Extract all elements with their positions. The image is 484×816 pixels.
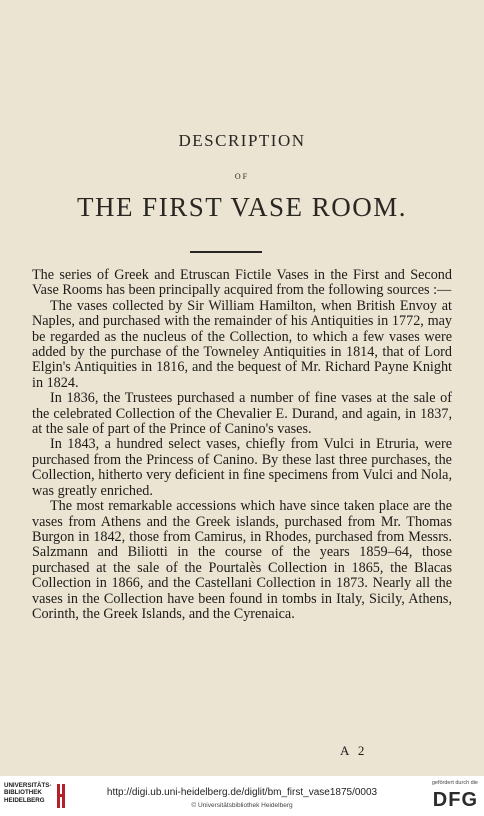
dfg-logo[interactable]: DFG xyxy=(432,789,478,811)
paragraph-4: In 1843, a hundred select vases, chiefly from Vulci in Etruria, were purchased from the Princess of Canino. By these last three purchases, the Collection, hitherto very deficient in fine specimens from Vulci and Nola, was greatly enriched. xyxy=(32,436,452,499)
logo-text: UNIVERSITÄTS- BIBLIOTHEK HEIDELBERG xyxy=(4,782,52,804)
funding-caption: gefördert durch die xyxy=(431,780,478,786)
title-of: OF xyxy=(234,172,250,181)
paragraph-1: The series of Greek and Etruscan Fictile Vases in the First and Second Vase Rooms has been principally acquired from the following sources :— xyxy=(32,267,452,299)
title-first-vase-room: THE FIRST VASE ROOM. xyxy=(76,192,408,222)
body-text xyxy=(32,268,452,622)
title-rule xyxy=(190,251,262,253)
permalink-url[interactable]: http://digi.ub.uni-heidelberg.de/diglit/bm_first_vase1875/0003 xyxy=(106,787,378,798)
signature-mark: A 2 xyxy=(340,743,368,758)
copyright-notice: © Universitätsbibliothek Heidelberg xyxy=(191,802,293,809)
paragraph-2: The vases collected by Sir William Hamilton, when British Envoy at Naples, and purchased with the remainder of his Antiquities in 1772, may be regarded as the nucleus of the Collection, to which a few vases were added by the purchase of the Towneley Antiquities in 1814, that of Lord Elgin's Antiquities in 1816, and the bequest of Mr. Richard Payne Knight in 1824. xyxy=(32,297,452,391)
paragraph-5: The most remarkable accessions which have since taken place are the vases from Athens and the Greek islands, purchased from Mr. Thomas Burgon in 1842, those from Camirus, in Rhodes, purchased from Messrs. Salzmann and Biliotti in the course of the years 1859–64, those purchased at the sale of the Pourtalès Collection in 1865, the Blacas Collection in 1866, and the Castellani Collection in 1873. Nearly all the vases in the Collection have been found in tombs in Italy, Sicily, Athens, Corinth, the Greek Islands, and the Cyrenaica. xyxy=(32,498,452,622)
viewer-footer xyxy=(0,776,484,816)
title-description: DESCRIPTION xyxy=(178,131,306,150)
paragraph-3: In 1836, the Trustees purchased a number of fine vases at the sale of the celebrated Collection of the Chevalier E. Durand, and again, in 1837, at the sale of part of the Prince of Canino's vases. xyxy=(32,390,452,438)
